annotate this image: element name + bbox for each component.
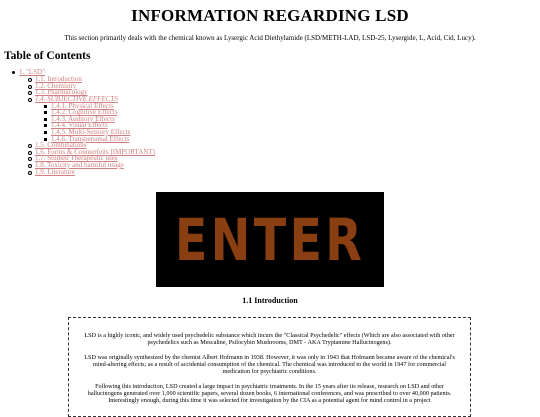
section-heading: 1.1 Introduction xyxy=(242,296,298,305)
list-item xyxy=(35,169,540,176)
toc-link-auditory-effects[interactable]: 1.4.3. Auditory Effects xyxy=(51,114,115,123)
enter-banner-text: ENTER xyxy=(174,205,366,274)
enter-banner[interactable] xyxy=(156,192,384,287)
toc-heading: Table of Contents xyxy=(4,50,91,62)
list-item xyxy=(51,136,540,143)
list-item xyxy=(35,83,540,90)
toc-sublist xyxy=(35,76,540,175)
list-item xyxy=(51,103,540,110)
paragraph: LSD was originally synthesized by the chemist Albert Hofmann in 1938. However, it was only in 1943 that Hofmann became aware of the chemical's mind-altering effects; as a result of accidental consumption of the chemical. The chemical was introduced to the world in 1947 for commercial medication for psychiatric conditions. xyxy=(84,354,455,375)
list-item xyxy=(35,76,540,83)
toc-link-combinations[interactable]: 1.5. Combinations xyxy=(35,141,87,150)
toc-link-cognitive-effects[interactable]: 1.4.2. Cognitive Effects xyxy=(51,108,118,117)
intro-text: This section primarily deals with the chemical known as Lysergic Acid Diethylamide (LSD/METH-LAD, LSD-25, Lysergide, L, Acid, Cid, Lucy). xyxy=(64,34,476,42)
introduction-content-box xyxy=(68,317,471,417)
toc-link-therapeutic-uses[interactable]: 1.7. Studied Therapeutic uses xyxy=(35,154,118,163)
list-item xyxy=(51,109,540,116)
toc-link-lsd[interactable]: 1. "LSD" xyxy=(19,68,45,76)
toc-link-visual-effects[interactable]: 1.4.4. Visual Effects xyxy=(51,121,108,130)
toc-link-pharmacology[interactable]: 1.3. Pharmacology xyxy=(35,88,88,97)
paragraph: Following this introduction, LSD created a large impact in psychiatric treatments. In the 15 years after its release, research on LSD and other hallucinogens generated over 1,000 scientific papers, several dozen books, 6 international conferences, and was prescribed to over 40,000 patients. Interestingly enough, during this time it was selected for investigation by the CIA as a potential agent for mind control in a project xyxy=(87,383,452,404)
list-item xyxy=(35,162,540,169)
list-item xyxy=(51,116,540,123)
table-of-contents xyxy=(19,68,540,175)
toc-link-physical-effects[interactable]: 1.4.1. Physical Effects xyxy=(51,101,114,110)
toc-link-toxicity[interactable]: 1.8. Toxicity and harmful usage xyxy=(35,160,124,169)
page-title: INFORMATION REGARDING LSD xyxy=(131,6,409,25)
toc-link-introduction[interactable]: 1.1. Introduction xyxy=(35,75,82,84)
toc-link-forms-counterfeits[interactable]: 1.6. Forms & Counterfeits [IMPORTANT] xyxy=(35,147,155,156)
toc-link-transpersonal-effects[interactable]: 1.4.6. Transpersonal Effects xyxy=(51,134,130,143)
toc-link-chemistry[interactable]: 1.2. Chemistry xyxy=(35,81,77,90)
list-item xyxy=(35,96,540,142)
toc-link-literature[interactable]: 1.9. Literature xyxy=(35,167,75,176)
paragraph: LSD is a highly iconic, and widely used psychedelic substance which incurs the "Classical Psychedelic" effects (Which are also associated with other psychedelics such as Mescaline, Psilocybin Mushrooms, DMT - AKA Tryptamine Hallucinogens). xyxy=(84,332,455,346)
toc-link-multi-sensory-effects[interactable]: 1.4.5. Multi-Sensory Effects xyxy=(51,127,131,136)
toc-effects-sublist xyxy=(51,103,540,143)
toc-link-subjective-effects[interactable]: 1.4. SUBJECTIVE EFFECTS xyxy=(35,94,118,103)
toc-item-lsd xyxy=(19,68,540,175)
